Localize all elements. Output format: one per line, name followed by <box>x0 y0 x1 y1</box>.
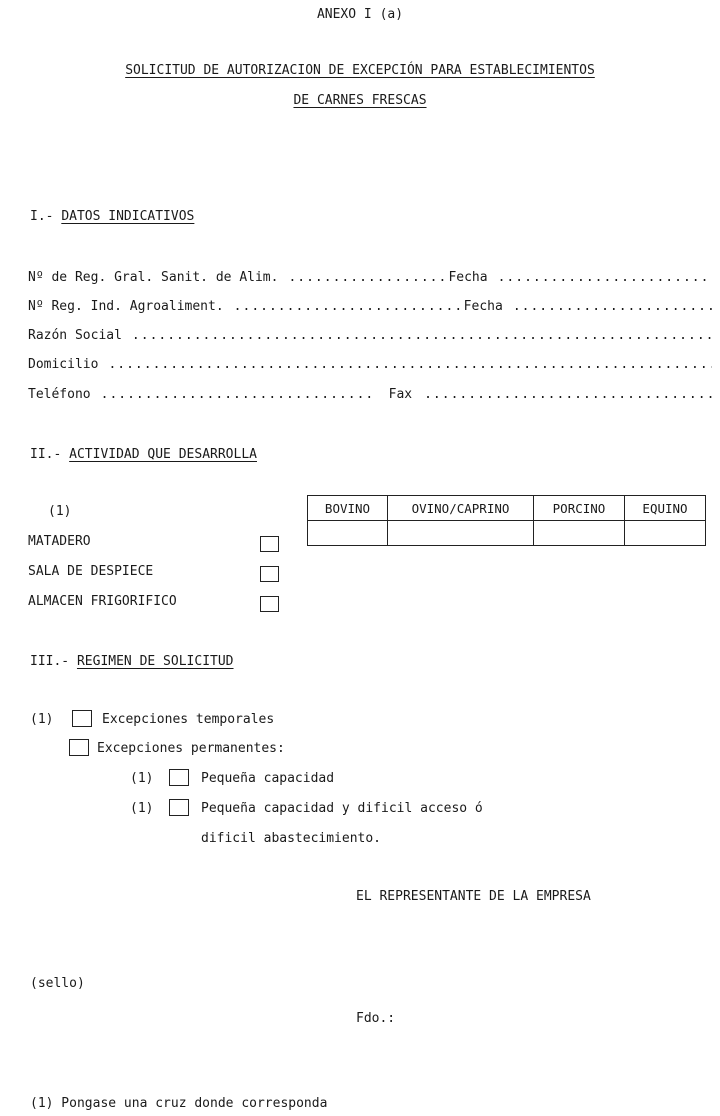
section3-heading <box>30 655 234 668</box>
species-equino-cell[interactable] <box>625 521 706 546</box>
label-small-capacity-access: Pequeña capacidad y dificil acceso ó <box>201 801 483 816</box>
field-reg-gral-label: Nº de Reg. Gral. Sanit. de Alim. <box>28 270 279 285</box>
field-fecha-2-line[interactable] <box>513 299 712 314</box>
section2-title: ACTIVIDAD QUE DESARROLLA <box>69 447 257 462</box>
activity-label-almacen: ALMACEN FRIGORIFICO <box>28 594 177 609</box>
field-fax-label: Fax <box>388 387 413 402</box>
field-razon-social-label: Razón Social <box>28 328 122 343</box>
label-permanent: Excepciones permanentes: <box>97 741 285 756</box>
activity-label-matadero: MATADERO <box>28 534 91 549</box>
species-input-row[interactable] <box>308 521 706 546</box>
representative-label: EL REPRESENTANTE DE LA EMPRESA <box>356 889 591 904</box>
species-bovino-cell[interactable] <box>308 521 388 546</box>
section1-number: I.- <box>30 209 62 224</box>
section1-heading <box>30 210 194 223</box>
field-domicilio[interactable] <box>28 357 712 373</box>
checkbox-small-capacity[interactable] <box>169 769 189 786</box>
form-title-line2: DE CARNES FRESCAS <box>293 93 427 108</box>
field-fecha-1-line[interactable] <box>498 270 712 285</box>
section2-number: II.- <box>30 447 70 462</box>
field-fecha-1-label: Fecha <box>448 270 488 285</box>
activity-checkbox-despiece[interactable] <box>260 566 279 582</box>
field-fecha-2-label: Fecha <box>463 299 503 314</box>
activity-checkbox-almacen[interactable] <box>260 596 279 612</box>
checkbox-small-capacity-access[interactable] <box>169 799 189 816</box>
species-ovino-header: OVINO/CAPRINO <box>388 496 534 521</box>
field-telefono-line[interactable] <box>101 387 377 402</box>
section3-note-marker-2: (1) <box>130 771 154 786</box>
label-supply: dificil abastecimiento. <box>201 831 382 846</box>
form-title-line1: SOLICITUD DE AUTORIZACION DE EXCEPCIÓN PARA ESTABLECIMIENTOS <box>125 63 595 78</box>
footnote: (1) Pongase una cruz donde corresponda <box>30 1096 328 1111</box>
checkbox-temporal[interactable] <box>72 710 92 727</box>
field-razon-social[interactable] <box>28 328 712 344</box>
label-small-capacity: Pequeña capacidad <box>201 771 335 786</box>
annex-label: ANEXO I (a) <box>316 7 404 22</box>
field-telefono[interactable] <box>28 387 712 403</box>
field-reg-ind[interactable] <box>28 299 712 315</box>
checkbox-permanent[interactable] <box>69 739 89 756</box>
species-ovino-cell[interactable] <box>388 521 534 546</box>
field-reg-gral[interactable] <box>28 270 712 286</box>
field-fax-line[interactable] <box>424 387 712 402</box>
seal-label: (sello) <box>30 976 85 991</box>
section2-note-marker: (1) <box>48 504 72 519</box>
section2-heading <box>30 448 257 461</box>
species-header-row <box>308 496 706 521</box>
field-razon-social-line[interactable] <box>132 328 712 343</box>
field-reg-gral-line[interactable] <box>288 270 448 285</box>
field-reg-ind-line[interactable] <box>234 299 464 314</box>
signed-label: Fdo.: <box>356 1011 396 1026</box>
activity-checkbox-matadero[interactable] <box>260 536 279 552</box>
section3-note-marker-1: (1) <box>30 712 54 727</box>
field-domicilio-line[interactable] <box>108 357 712 372</box>
activity-label-despiece: SALA DE DESPIECE <box>28 564 154 579</box>
section3-number: III.- <box>30 654 77 669</box>
section1-title: DATOS INDICATIVOS <box>61 209 195 224</box>
field-domicilio-label: Domicilio <box>28 357 99 372</box>
species-table <box>307 495 706 546</box>
section3-note-marker-3: (1) <box>130 801 154 816</box>
label-temporal: Excepciones temporales <box>102 712 275 727</box>
species-porcino-cell[interactable] <box>534 521 625 546</box>
section3-title: REGIMEN DE SOLICITUD <box>76 654 234 669</box>
species-porcino-header: PORCINO <box>534 496 625 521</box>
field-telefono-label: Teléfono <box>28 387 91 402</box>
species-bovino-header: BOVINO <box>308 496 388 521</box>
field-reg-ind-label: Nº Reg. Ind. Agroaliment. <box>28 299 224 314</box>
species-equino-header: EQUINO <box>625 496 706 521</box>
